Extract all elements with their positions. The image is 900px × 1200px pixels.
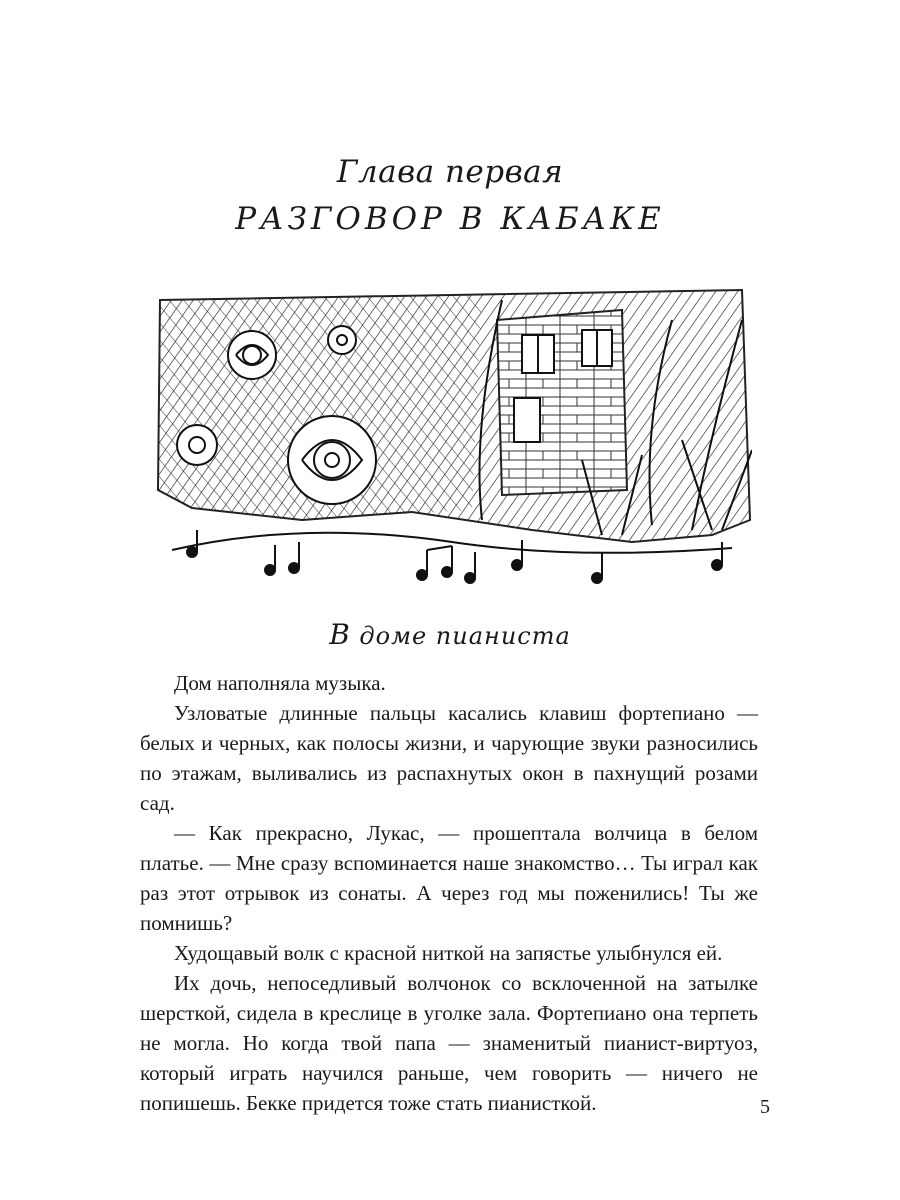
body-text <box>140 668 758 1118</box>
paragraph: Худощавый волк с красной ниткой на запястье улыбнулся ей. <box>174 941 723 965</box>
paragraph: Узловатые длинные пальцы касались клавиш фортепиано — белых и черных, как полосы жизни, и чарующие звуки разносились по этажам, выливались из распахнутых окон в пахнущий розами сад. <box>140 701 758 815</box>
section-title-rest: доме пианиста <box>359 622 571 650</box>
house-drawing <box>497 310 627 495</box>
section-title <box>0 618 900 651</box>
chapter-illustration <box>152 280 752 600</box>
paragraph: — Как прекрасно, Лукас, — прошептала волчица в белом платье. — Мне сразу вспоминается наше знакомство… Ты играл как раз этот отрывок из сонаты. А через год мы поженились! Ты же помнишь? <box>140 821 758 935</box>
paragraph: Их дочь, непоседливый волчонок со всклоченной на затылке шерсткой, сидела в креслице в уголке зала. Фортепиано она терпеть не могла. Но когда твой папа — знаменитый пианист-виртуоз, который играть научился раньше, чем говорить — ничего не попишешь. Бекке придется тоже стать пианисткой. <box>140 971 758 1115</box>
chapter-subtitle: РАЗГОВОР В КАБАКЕ <box>235 201 665 237</box>
section-title-initial: В <box>329 618 351 651</box>
chapter-title: Глава первая <box>336 154 564 190</box>
paragraph: Дом наполняла музыка. <box>174 671 386 695</box>
page-number: 5 <box>760 1096 770 1118</box>
